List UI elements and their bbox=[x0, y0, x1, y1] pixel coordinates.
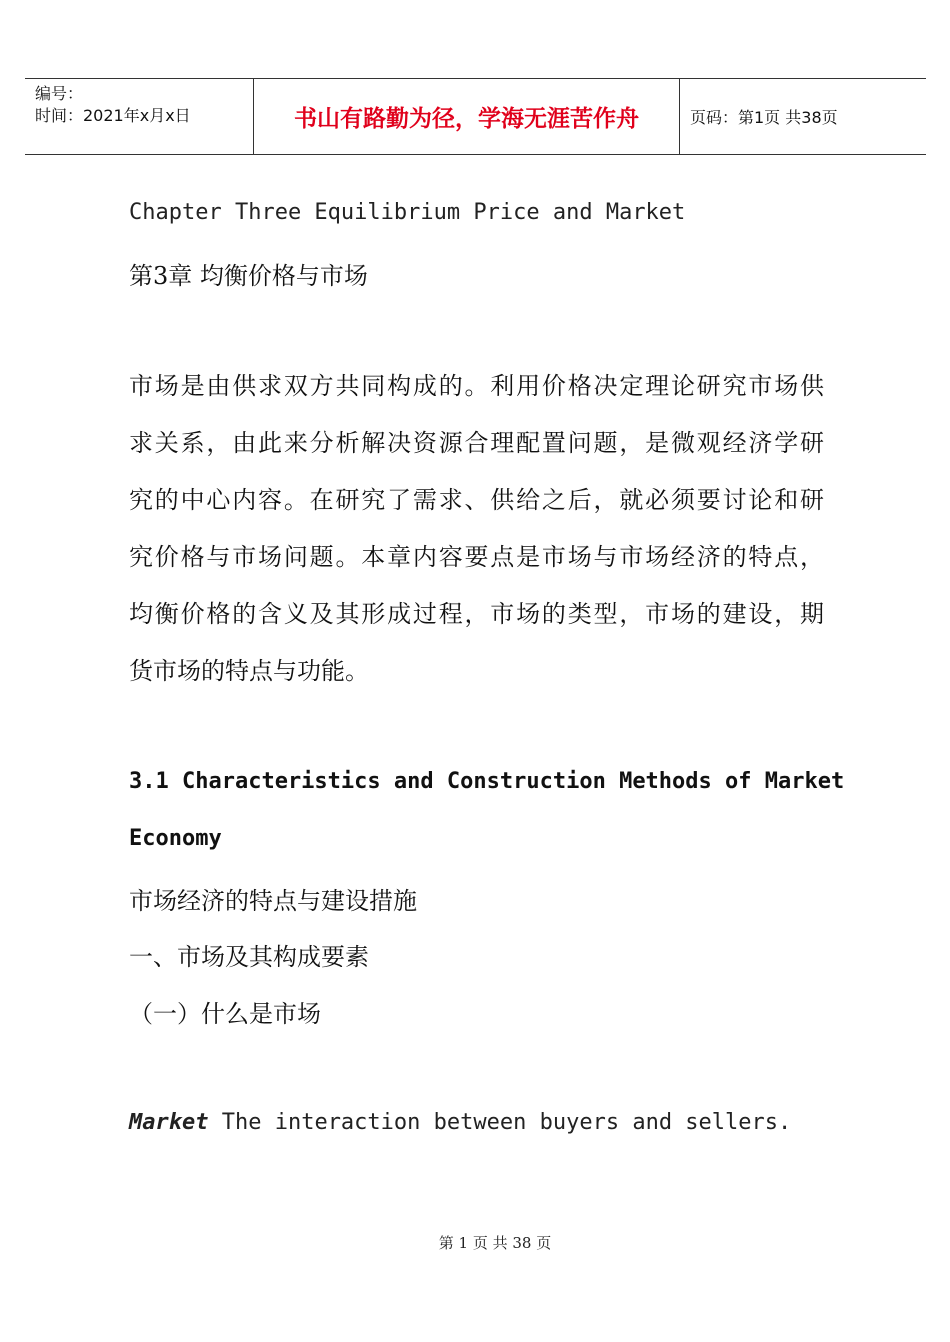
header-page-info: 页码：第1页 共38页 bbox=[690, 108, 838, 127]
time-label: 时间：2021年x月x日 bbox=[35, 106, 191, 125]
page-header bbox=[25, 78, 926, 155]
intro-line: 求关系，由此来分析解决资源合理配置问题，是微观经济学研 bbox=[129, 429, 824, 457]
header-meta bbox=[25, 79, 254, 154]
page-footer: 第 1 页 共 38 页 bbox=[438, 1234, 552, 1252]
intro-line: 货市场的特点与功能。 bbox=[129, 657, 369, 685]
section-title-cn: 市场经济的特点与建设措施 bbox=[129, 887, 417, 915]
intro-line: 均衡价格的含义及其形成过程，市场的类型，市场的建设，期 bbox=[129, 600, 824, 628]
section-title-line2: Economy bbox=[129, 826, 222, 851]
subsection-heading: 一、市场及其构成要素 bbox=[129, 943, 369, 971]
intro-line: 究的中心内容。在研究了需求、供给之后，就必须要讨论和研 bbox=[129, 486, 824, 514]
definition-line bbox=[129, 1110, 791, 1135]
intro-paragraph bbox=[129, 358, 824, 700]
number-label: 编号： bbox=[35, 84, 84, 103]
subsection-subheading: （一）什么是市场 bbox=[129, 1000, 321, 1028]
header-motto: 书山有路勤为径，学海无涯苦作舟 bbox=[254, 79, 680, 154]
definition-term: Market bbox=[129, 1110, 209, 1135]
chapter-title-cn: 第3章 均衡价格与市场 bbox=[129, 262, 368, 290]
definition-text: The interaction between buyers and sellers. bbox=[208, 1110, 792, 1135]
chapter-title-en: Chapter Three Equilibrium Price and Market bbox=[129, 200, 686, 225]
section-title-line1: 3.1 Characteristics and Construction Methods of Market bbox=[129, 769, 845, 794]
intro-line: 究价格与市场问题。本章内容要点是市场与市场经济的特点， bbox=[129, 543, 824, 571]
intro-line: 市场是由供求双方共同构成的。利用价格决定理论研究市场供 bbox=[129, 372, 824, 400]
